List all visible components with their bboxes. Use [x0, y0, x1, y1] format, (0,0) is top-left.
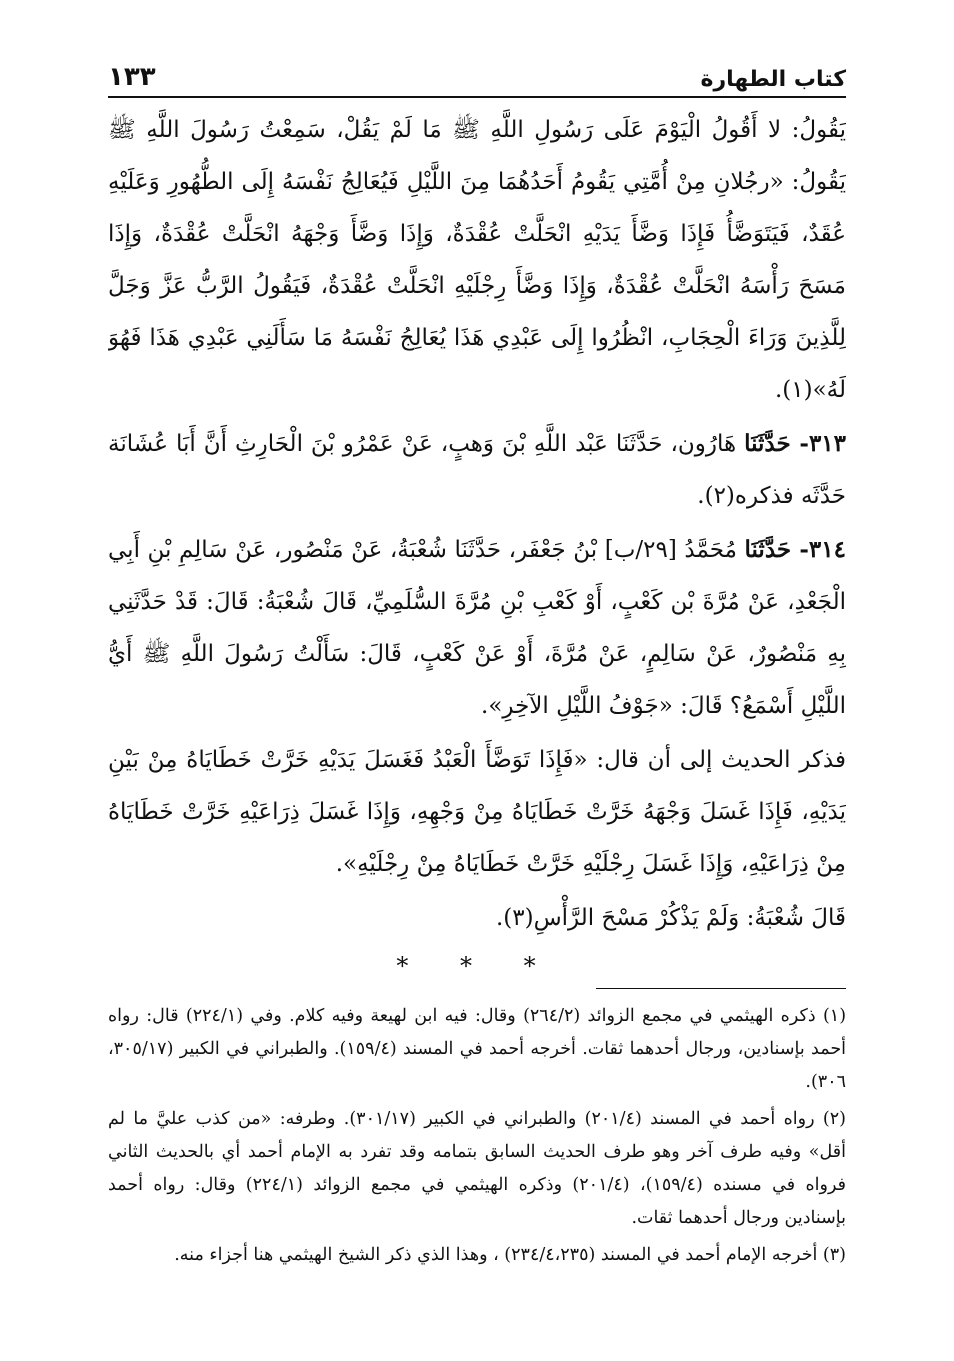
shuba-note: قَالَ شُعْبَةُ: وَلَمْ يَذْكُرْ مَسْحَ الرَّأْسِ(٣).	[495, 905, 846, 931]
hadith-314	[108, 524, 846, 732]
footnote-1: (١) ذكره الهيثمي في مجمع الزوائد (٢٦٤/٢) وقال: فيه ابن لهيعة وفيه كلام. وفي (٢٢٤/١) قال: رواه أحمد بإسنادين، ورجال أحدهما ثقات. أخرجه أحمد في المسند (١٥٩/٤). والطبراني في الكبير (٣٠٥/١٧، ٣٠٦).	[108, 1006, 846, 1092]
hadith-314-continuation: فذكر الحديث إلى أن قال: «فَإِذَا تَوَضَّأَ الْعَبْدُ فَغَسَلَ يَدَيْهِ خَرَّتْ خَطَايَاهُ مِنْ بَيْنِ يَدَيْهِ، فَإِذَا غَسَلَ وَجْهَهُ خَرَّتْ خَطَايَاهُ مِنْ وَجْهِهِ، وَإِذَا غَسَلَ ذِرَاعَيْهِ خَرَّتْ خَطَايَاهُ مِنْ ذِرَاعَيْهِ، وَإِذَا غَسَلَ رِجْلَيْهِ خَرَّتْ خَطَايَاهُ مِنْ رِجْلَيْهِ».	[108, 747, 846, 877]
footnote-3: (٣) أخرجه الإمام أحمد في المسند (٢٣٤/٤،٢٣٥) ، وهذا الذي ذكر الشيخ الهيثمي هنا أجزاء منه.	[174, 1245, 846, 1265]
hadith-313	[108, 418, 846, 522]
hadith-text: هَارُون، حَدَّثَنَا عَبْد اللَّهِ بْنَ وَهبٍ، عَنْ عَمْرُو بْنَ الْحَارِثِ أَنَّ أَبَا عُشَانَة حَدَّثَه فذكره(٢).	[108, 431, 846, 509]
section-separator: * * *	[396, 952, 558, 974]
footnotes	[108, 1000, 846, 1340]
hadith-lead: حَدَّثَنَا	[744, 430, 791, 457]
hadith-continuation: يَقُولُ: لا أَقُولُ الْيَوْمَ عَلَى رَسُولِ اللَّهِ ﷺ مَا لَمْ يَقُلْ، سَمِعْتُ رَسُولَ اللَّهِ ﷺ يَقُولُ: «رجُلانِ مِنْ أُمَّتِي يَقُومُ أَحَدُهُمَا مِنَ اللَّيْلِ فَيُعَالِجُ نَفْسَهُ إِلَى الطُّهُورِ وَعَلَيْهِ عُقَدٌ، فَيَتَوَضَّأُ فَإِذَا وَضَّأَ يَدَيْهِ انْحَلَّتْ عُقْدَةٌ، وَإِذَا وَضَّأَ وَجْهَهُ انْحَلَّتْ عُقْدَةٌ، وَإِذَا مَسَحَ رَأْسَهُ انْحَلَّتْ عُقْدَةٌ، وَإِذَا وَضَّأَ رِجْلَيْهِ انْحَلَّتْ عُقْدَةٌ، فَيَقُولُ الرَّبُّ عَزَّ وَجَلَّ لِلَّذِينَ وَرَاءَ الْحِجَابِ، انْظُرُوا إِلَى عَبْدِي هَذَا يُعَالِجُ نَفْسَهُ مَا سَأَلَنِي عَبْدِي هَذَا فَهُوَ لَهُ»(١).	[108, 117, 846, 403]
page-number: ١٣٣	[108, 62, 156, 92]
page-header	[108, 50, 846, 98]
hadith-number: ٣١٣-	[790, 430, 846, 457]
main-text	[108, 104, 846, 974]
hadith-text: مُحَمَّدُ [٢٩/ب] بْنُ جَعْفَر، حَدَّثَنَا شُعْبَةُ، عَنْ مَنْصُور، عَنْ سَالِمِ بْنِ أَبِي الْجَعْدِ، عَنْ مُرَّةَ بْن كَعْبٍ، أَوْ كَعْبِ بْنِ مُرَّةَ السُّلَمِيِّ، قَالَ شُعْبَةُ: قَالَ: قَدْ حَدَّثَنِي بِهِ مَنْصُورٌ، عَنْ سَالِمٍ، عَنْ مُرَّةَ، أَوْ عَنْ كَعْبٍ، قَالَ: سَأَلْتُ رَسُولَ اللَّهِ ﷺ أَيُّ اللَّيْلِ أَسْمَعُ؟ قَالَ: «جَوْفُ اللَّيْلِ الآخِرِ».	[108, 537, 846, 719]
book-title: كتاب الطهارة	[700, 67, 846, 92]
footnote-divider	[596, 988, 846, 989]
footnote-2: (٢) رواه أحمد في المسند (٢٠١/٤) والطبراني في الكبير (٣٠١/١٧). وطرفه: «من كذب عليَّ ما لم أقل» وفيه طرف آخر وهو طرف الحديث السابق بتمامه وقد تفرد به الإمام أحمد أي بالحديث الثاني فرواه في مسنده (١٥٩/٤)، (٢٠١/٤) وذكره الهيثمي في مجمع الزوائد (٢٢٤/١) وقال: رواه أحمد بإسنادين ورجال أحدهما ثقات.	[108, 1109, 846, 1228]
hadith-lead: حَدَّثَنَا	[744, 536, 792, 563]
hadith-number: ٣١٤-	[791, 536, 846, 563]
